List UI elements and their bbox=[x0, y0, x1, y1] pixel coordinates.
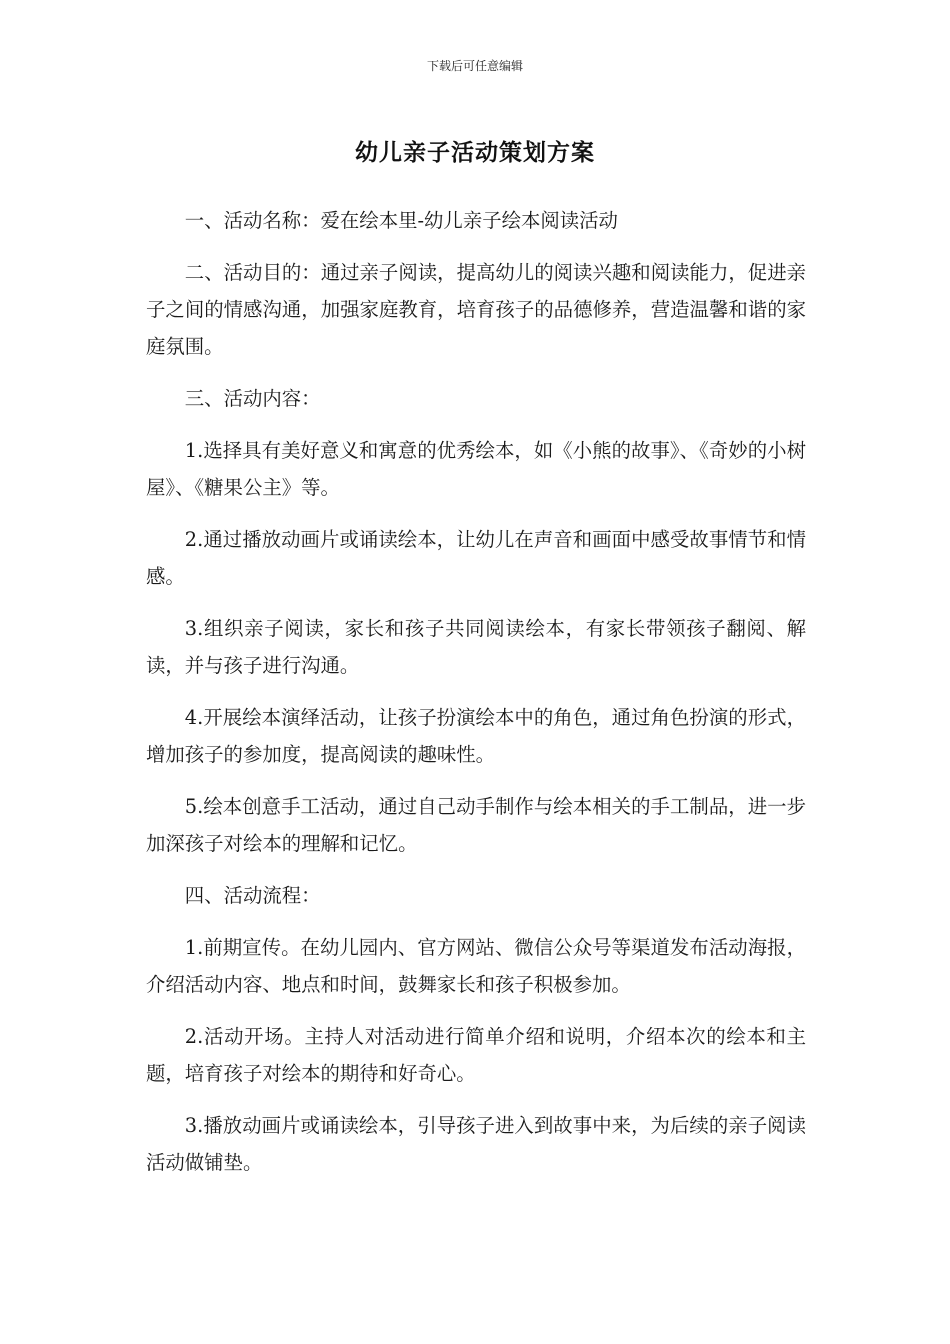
content-item-2: 2.通过播放动画片或诵读绘本，让幼儿在声音和画面中感受故事情节和情感。 bbox=[146, 528, 806, 588]
content-item-1: 1.选择具有美好意义和寓意的优秀绘本，如《小熊的故事》、《奇妙的小树屋》、《糖果公主》等。 bbox=[146, 439, 806, 499]
section-activity-content-heading: 三、活动内容： bbox=[184, 387, 321, 410]
section-activity-process-heading: 四、活动流程： bbox=[184, 884, 321, 907]
content-item-3: 3.组织亲子阅读，家长和孩子共同阅读绘本，有家长带领孩子翻阅、解读，并与孩子进行沟通。 bbox=[146, 617, 806, 677]
document-title: 幼儿亲子活动策划方案 bbox=[355, 140, 595, 166]
content-item-4: 4.开展绘本演绎活动，让孩子扮演绘本中的角色，通过角色扮演的形式，增加孩子的参加度，提高阅读的趣味性。 bbox=[146, 706, 806, 766]
process-item-2: 2.活动开场。主持人对活动进行简单介绍和说明，介绍本次的绘本和主题，培育孩子对绘本的期待和好奇心。 bbox=[146, 1025, 806, 1085]
content-item-5: 5.绘本创意手工活动，通过自己动手制作与绘本相关的手工制品，进一步加深孩子对绘本的理解和记忆。 bbox=[146, 795, 806, 855]
header-note: 下载后可任意编辑 bbox=[426, 59, 523, 73]
section-activity-purpose: 二、活动目的：通过亲子阅读，提高幼儿的阅读兴趣和阅读能力，促进亲子之间的情感沟通，加强家庭教育，培育孩子的品德修养，营造温馨和谐的家庭氛围。 bbox=[146, 261, 806, 358]
process-item-3: 3.播放动画片或诵读绘本，引导孩子进入到故事中来，为后续的亲子阅读活动做铺垫。 bbox=[146, 1114, 806, 1174]
document-body bbox=[146, 202, 806, 1196]
section-activity-name: 一、活动名称：爱在绘本里-幼儿亲子绘本阅读活动 bbox=[184, 209, 618, 232]
process-item-1: 1.前期宣传。在幼儿园内、官方网站、微信公众号等渠道发布活动海报，介绍活动内容、地点和时间，鼓舞家长和孩子积极参加。 bbox=[146, 936, 806, 996]
